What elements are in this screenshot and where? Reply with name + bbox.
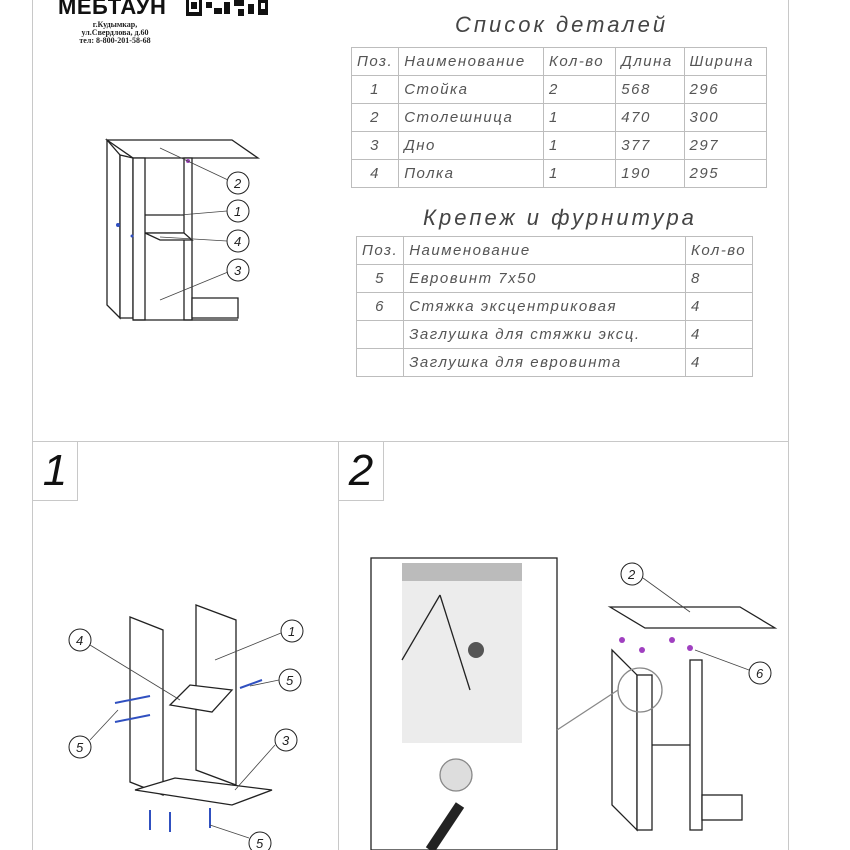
cell: 568 (616, 76, 684, 104)
callout-1: 1 (234, 204, 242, 219)
cell: 4 (352, 160, 399, 188)
cell: 297 (684, 132, 766, 160)
step-1-drawing (115, 605, 272, 832)
cell: 4 (686, 321, 753, 349)
col-qty: Кол-во (686, 237, 753, 265)
cell: 470 (616, 104, 684, 132)
cell: 1 (544, 160, 616, 188)
address-phone: тел: 8-800-201-58-68 (79, 36, 151, 45)
cell: 295 (684, 160, 766, 188)
cell: 6 (357, 293, 404, 321)
col-pos: Поз. (357, 237, 404, 265)
cell: Евровинт 7х50 (404, 265, 686, 293)
cell: 4 (686, 293, 753, 321)
cell: 8 (686, 265, 753, 293)
cell: Столешница (399, 104, 544, 132)
cell: 1 (352, 76, 399, 104)
callout-3: 3 (234, 263, 242, 278)
col-qty: Кол-во (544, 48, 616, 76)
col-name: Наименование (404, 237, 686, 265)
col-width: Ширина (684, 48, 766, 76)
callout-4: 4 (76, 633, 84, 648)
cell: Дно (399, 132, 544, 160)
cell: 296 (684, 76, 766, 104)
callout-5: 5 (256, 836, 264, 850)
parts-title: Список деталей (455, 12, 669, 37)
cell: Стяжка эксцентриковая (404, 293, 686, 321)
cell: 2 (544, 76, 616, 104)
cell: Заглушка для евровинта (404, 349, 686, 377)
address-street: ул.Свердлова, д.60 (81, 28, 149, 37)
col-pos: Поз. (352, 48, 399, 76)
cell: 190 (616, 160, 684, 188)
callout-5: 5 (286, 673, 294, 688)
callout-5: 5 (76, 740, 84, 755)
cell: Полка (399, 160, 544, 188)
cell: 300 (684, 104, 766, 132)
step-2-number: 2 (338, 441, 384, 501)
col-name: Наименование (399, 48, 544, 76)
step-2-drawing (371, 558, 775, 850)
cell: 2 (352, 104, 399, 132)
cell: Заглушка для стяжки эксц. (404, 321, 686, 349)
cell: 1 (544, 104, 616, 132)
cell: Стойка (399, 76, 544, 104)
cell: 1 (544, 132, 616, 160)
step-1-number: 1 (32, 441, 78, 501)
callout-2: 2 (234, 176, 242, 191)
callout-3: 3 (282, 733, 290, 748)
callout-2: 2 (628, 567, 636, 582)
col-length: Длина (616, 48, 684, 76)
brand-logo: МЕБТАУН (58, 0, 167, 19)
callout-4: 4 (234, 234, 242, 249)
cell: 4 (686, 349, 753, 377)
cell: 3 (352, 132, 399, 160)
callout-6: 6 (756, 666, 764, 681)
hardware-title: Крепеж и фурнитура (423, 205, 697, 230)
address-city: г.Кудымкар, (92, 20, 138, 29)
callout-1: 1 (288, 624, 296, 639)
cell: 377 (616, 132, 684, 160)
cell: 5 (357, 265, 404, 293)
